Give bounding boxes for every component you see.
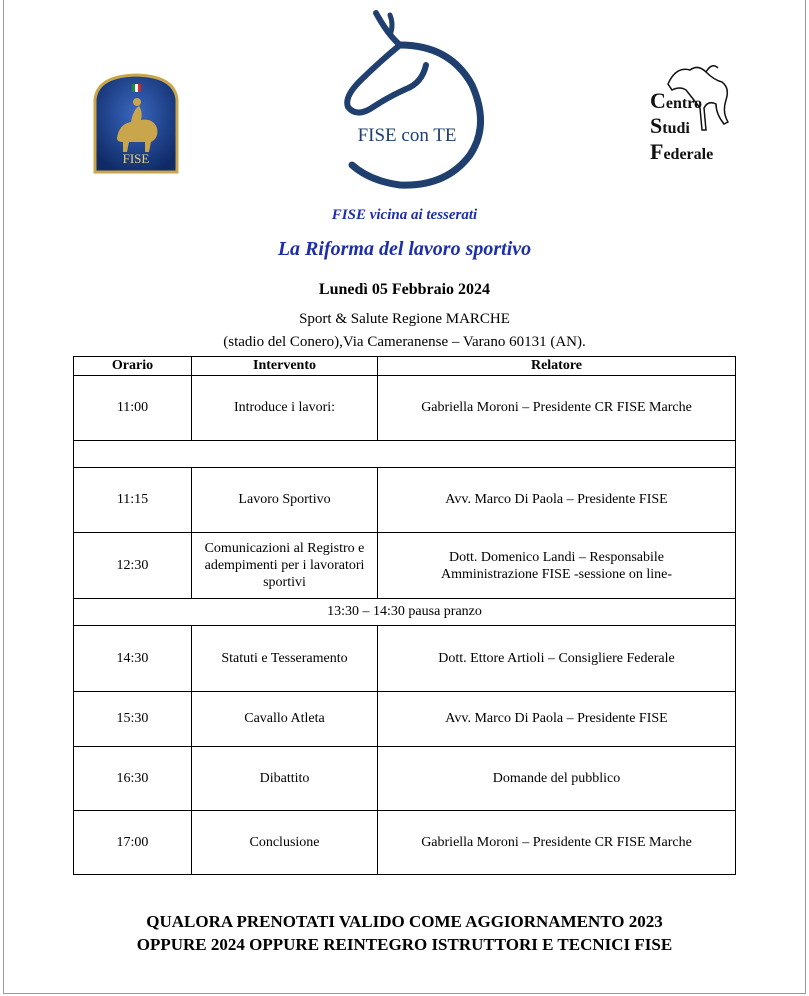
row-speaker: Avv. Marco Di Paola – Presidente FISE (378, 692, 736, 747)
fise-shield-text: FISE (122, 151, 150, 166)
table-row (74, 468, 736, 533)
table-header-row (74, 357, 736, 376)
header-relatore: Relatore (378, 357, 736, 376)
schedule-table (73, 356, 736, 875)
row-topic: Comunicazioni al Registro e adempimenti per i lavoratori sportivi (192, 533, 378, 599)
logo-line-centro: Centro (650, 88, 703, 113)
row-topic: Lavoro Sportivo (192, 468, 378, 533)
fise-con-te-text: FISE con TE (357, 125, 457, 146)
event-date: Lunedì 05 Febbraio 2024 (318, 281, 491, 298)
row-topic: Conclusione (192, 811, 378, 875)
fise-con-te-logo (330, 5, 490, 190)
row-topic: Dibattito (192, 747, 378, 811)
break-row (74, 599, 736, 626)
row-speaker: Dott. Ettore Artioli – Consigliere Federale (378, 626, 736, 692)
row-time: 11:00 (74, 376, 192, 441)
table-row (74, 747, 736, 811)
event-subtitle: FISE vicina ai tesserati (331, 207, 478, 223)
footer-line-1: QUALORA PRENOTATI VALIDO COME AGGIORNAMENTO 2023 (146, 912, 663, 931)
row-time: 15:30 (74, 692, 192, 747)
row-speaker: Avv. Marco Di Paola – Presidente FISE (378, 468, 736, 533)
event-venue: Sport & Salute Regione MARCHE (299, 311, 510, 327)
centro-studi-federale-logo (646, 60, 746, 170)
spacer-row (74, 441, 736, 468)
footer-notice (0, 910, 809, 956)
table-row (74, 376, 736, 441)
row-topic: Cavallo Atleta (192, 692, 378, 747)
header-orario: Orario (74, 357, 192, 376)
row-time: 17:00 (74, 811, 192, 875)
row-time: 14:30 (74, 626, 192, 692)
fise-shield-logo (87, 72, 185, 176)
row-topic: Statuti e Tesseramento (192, 626, 378, 692)
lunch-break: 13:30 – 14:30 pausa pranzo (74, 599, 736, 626)
row-time: 16:30 (74, 747, 192, 811)
row-speaker: Dott. Domenico Landi – Responsabile Amministrazione FISE -sessione on line- (378, 533, 736, 599)
footer-line-2: OPPURE 2024 OPPURE REINTEGRO ISTRUTTORI E TECNICI FISE (136, 935, 673, 954)
event-address: (stadio del Conero),Via Cameranense – Varano 60131 (AN). (223, 334, 586, 350)
table-row (74, 692, 736, 747)
row-time: 11:15 (74, 468, 192, 533)
event-title: La Riforma del lavoro sportivo (277, 238, 532, 260)
row-topic: Introduce i lavori: (192, 376, 378, 441)
logo-line-federale: Federale (650, 139, 714, 164)
table-row (74, 533, 736, 599)
table-row (74, 626, 736, 692)
header-intervento: Intervento (192, 357, 378, 376)
logo-line-studi: Studi (650, 113, 690, 138)
row-speaker: Domande del pubblico (378, 747, 736, 811)
row-speaker: Gabriella Moroni – Presidente CR FISE Marche (378, 376, 736, 441)
row-speaker: Gabriella Moroni – Presidente CR FISE Marche (378, 811, 736, 875)
table-row (74, 811, 736, 875)
row-time: 12:30 (74, 533, 192, 599)
